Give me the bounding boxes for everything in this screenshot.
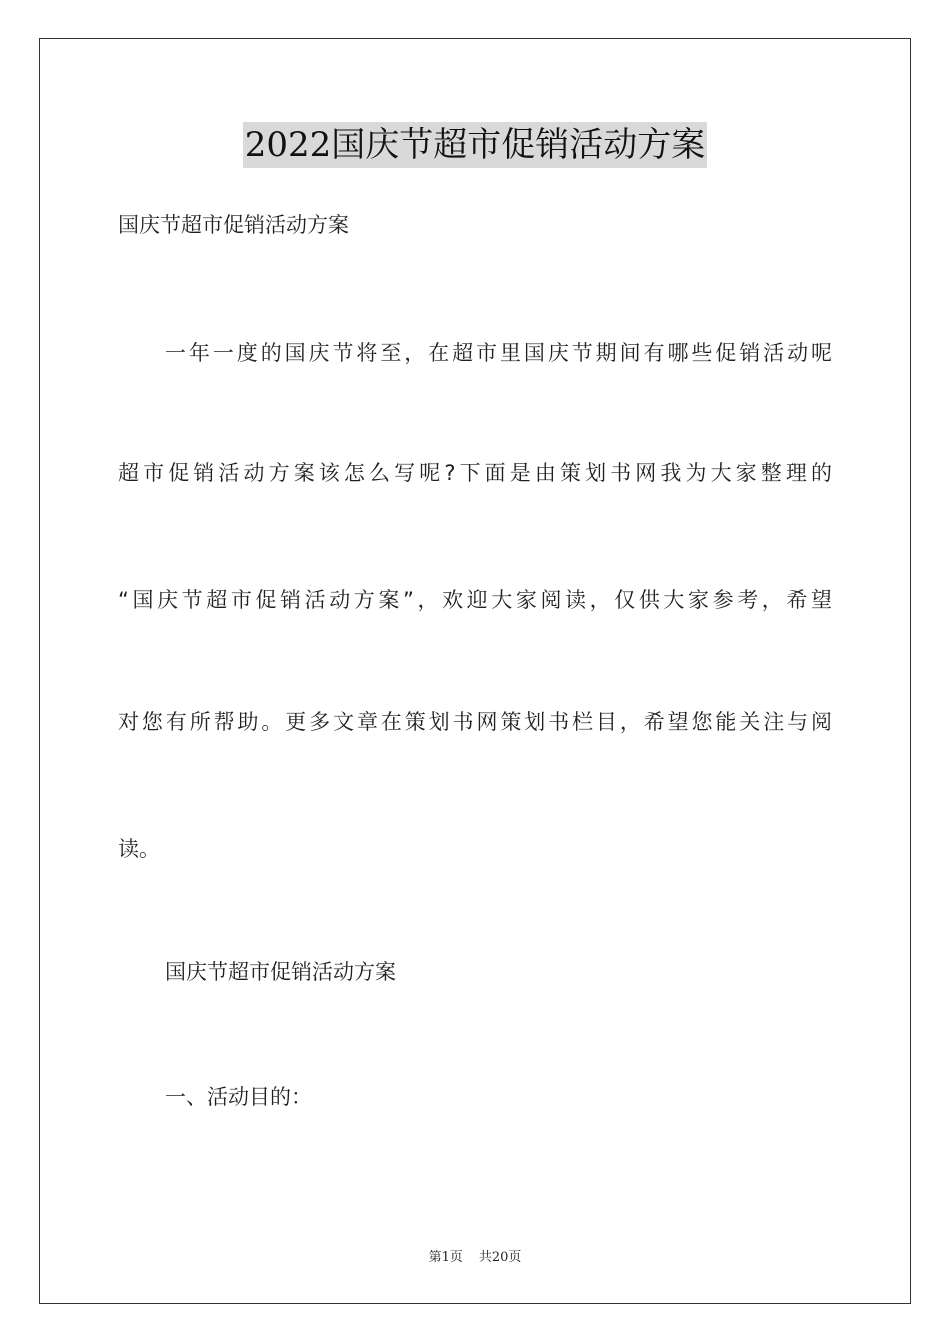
page-total: 共20页 [478,1250,522,1265]
document-subtitle: 国庆节超市促销活动方案 [118,213,349,237]
page-footer [0,1246,950,1265]
paragraph-line-2: 超市促销活动方案该怎么写呢?下面是由策划书网我为大家整理的 [118,461,832,485]
paragraph-line-1: 一年一度的国庆节将至，在超市里国庆节期间有哪些促销活动呢 [165,341,832,365]
paragraph-line-5: 读。 [118,837,160,861]
paragraph-line-4: 对您有所帮助。更多文章在策划书网策划书栏目，希望您能关注与阅 [118,710,832,734]
title-container [0,122,950,168]
section-heading: 国庆节超市促销活动方案 [165,960,396,984]
section-one-heading: 一、活动目的： [165,1085,312,1109]
paragraph-line-3: “国庆节超市促销活动方案”，欢迎大家阅读，仅供大家参考，希望 [118,588,832,612]
page-number: 第1页 [428,1250,463,1265]
document-title: 2022国庆节超市促销活动方案 [243,122,708,168]
